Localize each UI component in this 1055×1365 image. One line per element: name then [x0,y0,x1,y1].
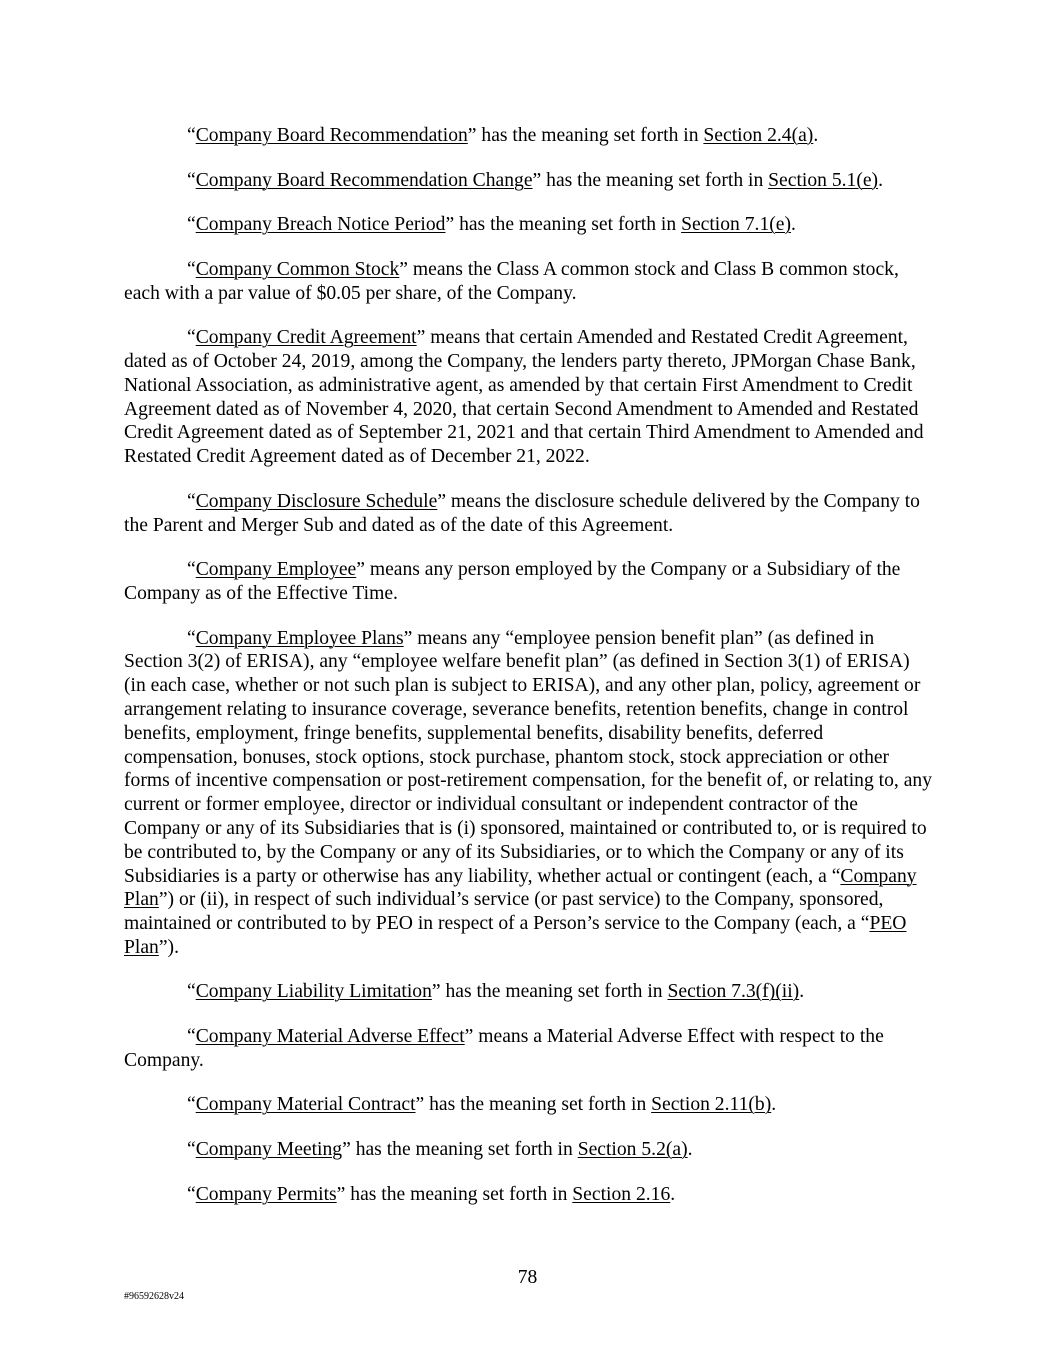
definition-company-breach-notice-period: “Company Breach Notice Period” has the meaning set forth in Section 7.1(e). [187,214,796,236]
defined-term: Company Common Stock [195,258,400,280]
definitions-list [124,124,936,1227]
defined-term: Company Liability Limitation [195,981,432,1003]
definition-company-material-contract: “Company Material Contract” has the meaning set forth in Section 2.11(b). [187,1094,777,1116]
defined-term: Company Board Recommendation Change [195,169,533,191]
definition-company-material-adverse-effect: “Company Material Adverse Effect” means a Material Adverse Effect with respect to the Company. [124,1026,884,1071]
definition-company-board-recommendation-change: “Company Board Recommendation Change” has the meaning set forth in Section 5.1(e). [187,169,883,191]
defined-term: Company Board Recommendation [195,125,468,146]
defined-term: Company Employee Plans [195,627,404,649]
section-reference: Section 5.2(a) [577,1139,688,1161]
definition-company-permits: “Company Permits” has the meaning set forth in Section 2.16. [187,1183,676,1205]
defined-term: Company Plan [124,865,917,911]
defined-term: PEO Plan [124,913,907,958]
section-reference: Section 7.1(e) [681,214,791,236]
definition-company-board-recommendation: “Company Board Recommendation” has the meaning set forth in Section 2.4(a). [187,125,819,146]
defined-term: Company Permits [195,1183,337,1205]
defined-term: Company Material Contract [195,1094,416,1116]
definition-company-common-stock: “Company Common Stock” means the Class A common stock and Class B common stock, each with a par value of $0.05 per share, of the Company. [124,258,899,304]
section-reference: Section 7.3(f)(ii) [667,981,800,1003]
definition-company-employee: “Company Employee” means any person employed by the Company or a Subsidiary of the Company as of the Effective Time. [124,559,901,604]
definition-company-employee-plans: “Company Employee Plans” means any “employee pension benefit plan” (as defined in Section 3(2) of ERISA), any “employee welfare benefit plan” (as defined in Section 3(1) of ERISA) (in each case, whether or not such plan is subject to ERISA), and any other plan, policy, agreement or arrangement relating to insurance coverage, severance benefits, retention benefits, change in control benefits, employment, fringe benefits, supplemental benefits, disability benefits, deferred compensation, bonuses, stock options, stock purchase, phantom stock, stock appreciation or other forms of incentive compensation or post-retirement compensation, for the benefit of, or relating to, any current or former employee, director or individual consultant or independent contractor of the Company or any of its Subsidiaries that is (i) sponsored, maintained or contributed to, or is required to be contributed to, by the Company or any of its Subsidiaries, or to which the Company or any of its Subsidiaries is a party or otherwise has any liability, whether actual or contingent (each, a “Company Plan”) or (ii), in respect of such individual’s service (or past service) to the Company, sponsored, maintained or contributed to by PEO in respect of a Person’s service to the Company (each, a “PEO Plan”). [124,627,932,958]
defined-term: Company Meeting [195,1139,343,1161]
page-number: 78 [517,1267,538,1288]
defined-term: Company Disclosure Schedule [195,490,438,512]
definition-company-disclosure-schedule: “Company Disclosure Schedule” means the disclosure schedule delivered by the Company to the Parent and Merger Sub and dated as of the date of this Agreement. [124,490,920,536]
definition-company-credit-agreement: “Company Credit Agreement” means that certain Amended and Restated Credit Agreement, dated as of October 24, 2019, among the Company, the lenders party thereto, JPMorgan Chase Bank, National Association, as administrative agent, as amended by that certain First Amendment to Credit Agreement dated as of November 4, 2020, that certain Second Amendment to Amended and Restated Credit Agreement dated as of September 21, 2021 and that certain Third Amendment to Amended and Restated Credit Agreement dated as of December 21, 2022. [124,327,924,468]
section-reference: Section 2.4(a) [703,125,814,146]
section-reference: Section 2.11(b) [651,1094,772,1116]
defined-term: Company Material Adverse Effect [195,1026,465,1048]
document-id: #96592628v24 [124,1291,184,1302]
definition-company-liability-limitation: “Company Liability Limitation” has the meaning set forth in Section 7.3(f)(ii). [187,981,805,1003]
defined-term: Company Breach Notice Period [195,214,446,236]
section-reference: Section 2.16 [572,1183,671,1205]
defined-term: Company Credit Agreement [195,327,417,349]
defined-term: Company Employee [195,559,357,581]
definition-company-meeting: “Company Meeting” has the meaning set forth in Section 5.2(a). [187,1139,693,1161]
section-reference: Section 5.1(e) [768,169,879,191]
